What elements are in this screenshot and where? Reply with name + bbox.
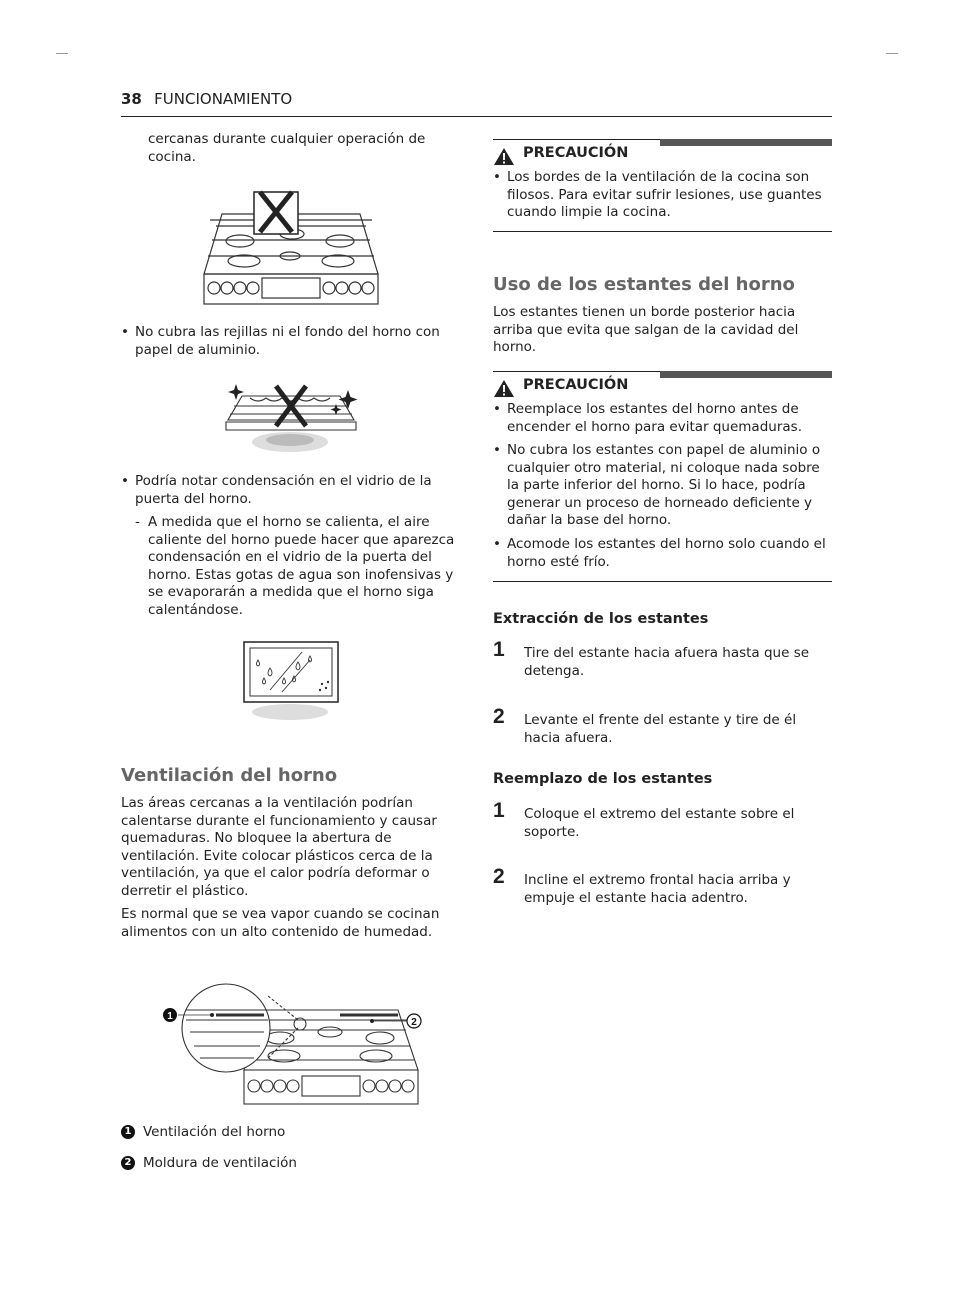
caution-title: PRECAUCIÓN [523, 145, 629, 161]
legend-item [121, 1155, 297, 1171]
step-number: 2 [493, 705, 505, 728]
vent-paragraph-1: Las áreas cercanas a la ventilación podrían calentarse durante el funcionamiento y causar quemaduras. No bloquee la abertura de ventilación. Evite colocar plásticos cerca de la ventilación, ya que el calor podría deformar o derretir el plástico. [121, 795, 437, 899]
dash-condensation-detail: - A medida que el horno se calienta, el aire caliente del horno puede hacer que aparezca condensación en el vidrio de la puerta del horno. Estas gotas de agua son inofensivas y se evaporarán a medida que el horno siga calentándose. [135, 514, 466, 619]
legend-label: Moldura de ventilación [143, 1155, 297, 1171]
step-number: 2 [493, 865, 505, 888]
page-number: 38 [121, 90, 142, 108]
vent-heading: Ventilación del horno [121, 765, 338, 786]
legend-number: 1 [121, 1125, 135, 1139]
header-rule [121, 116, 832, 117]
step-text: Incline el extremo frontal hacia arriba y empuje el estante hacia adentro. [524, 872, 791, 906]
step-number: 1 [493, 638, 505, 661]
callout-1: 1 [167, 1011, 173, 1022]
legend-item [121, 1124, 285, 1140]
racks-heading: Uso de los estantes del horno [493, 274, 795, 295]
caution-bar [660, 371, 832, 378]
warning-icon [493, 147, 515, 166]
legend-label: Ventilación del horno [143, 1124, 286, 1140]
caution-item: • Reemplace los estantes del horno antes de encender el horno para evitar quemaduras. [493, 401, 825, 436]
step-text: Coloque el extremo del estante sobre el soporte. [524, 806, 795, 840]
rack-foil-illustration [220, 378, 362, 458]
cooktop-covered-illustration [200, 186, 382, 308]
removal-heading: Extracción de los estantes [493, 611, 709, 627]
caution-item: • Los bordes de la ventilación de la cocina son filosos. Para evitar sufrir lesiones, use guantes cuando limpie la cocina. [493, 169, 829, 222]
section-title: FUNCIONAMIENTO [154, 90, 293, 108]
caution-item: • No cubra los estantes con papel de aluminio o cualquier otro material, ni coloque nada sobre la parte inferior del horno. Si lo hace, podría generar un proceso de horneado deficiente y dañar la base del horno. [493, 442, 832, 530]
crop-mark [56, 53, 68, 54]
caution-box-racks [493, 371, 832, 582]
caution-item: • Acomode los estantes del horno solo cuando el horno esté frío. [493, 536, 832, 571]
warning-icon [493, 379, 515, 398]
caution-bar [660, 139, 832, 146]
caution-box-vent [493, 139, 832, 232]
cooktop-vent-diagram [160, 966, 422, 1108]
step-text: Tire del estante hacia afuera hasta que se detenga. [524, 645, 810, 679]
crop-mark [886, 53, 898, 54]
step-text: Levante el frente del estante y tire de él hacia afuera. [524, 712, 797, 746]
racks-paragraph: Los estantes tienen un borde posterior hacia arriba que evita que salgan de la cavidad del horno. [493, 304, 799, 355]
intro-continuation: cercanas durante cualquier operación de cocina. [148, 131, 426, 165]
oven-door-condensation-illustration [240, 640, 344, 724]
page-header [121, 90, 292, 108]
callout-2: 2 [411, 1017, 417, 1028]
replace-heading: Reemplazo de los estantes [493, 771, 713, 787]
vent-paragraph-2: Es normal que se vea vapor cuando se cocinan alimentos con un alto contenido de humedad. [121, 906, 440, 940]
bullet-condensation: • Podría notar condensación en el vidrio de la puerta del horno. [121, 473, 455, 508]
bullet-no-foil: • No cubra las rejillas ni el fondo del horno con papel de aluminio. [121, 324, 460, 359]
caution-title: PRECAUCIÓN [523, 377, 629, 393]
step-number: 1 [493, 799, 505, 822]
legend-number: 2 [121, 1156, 135, 1170]
